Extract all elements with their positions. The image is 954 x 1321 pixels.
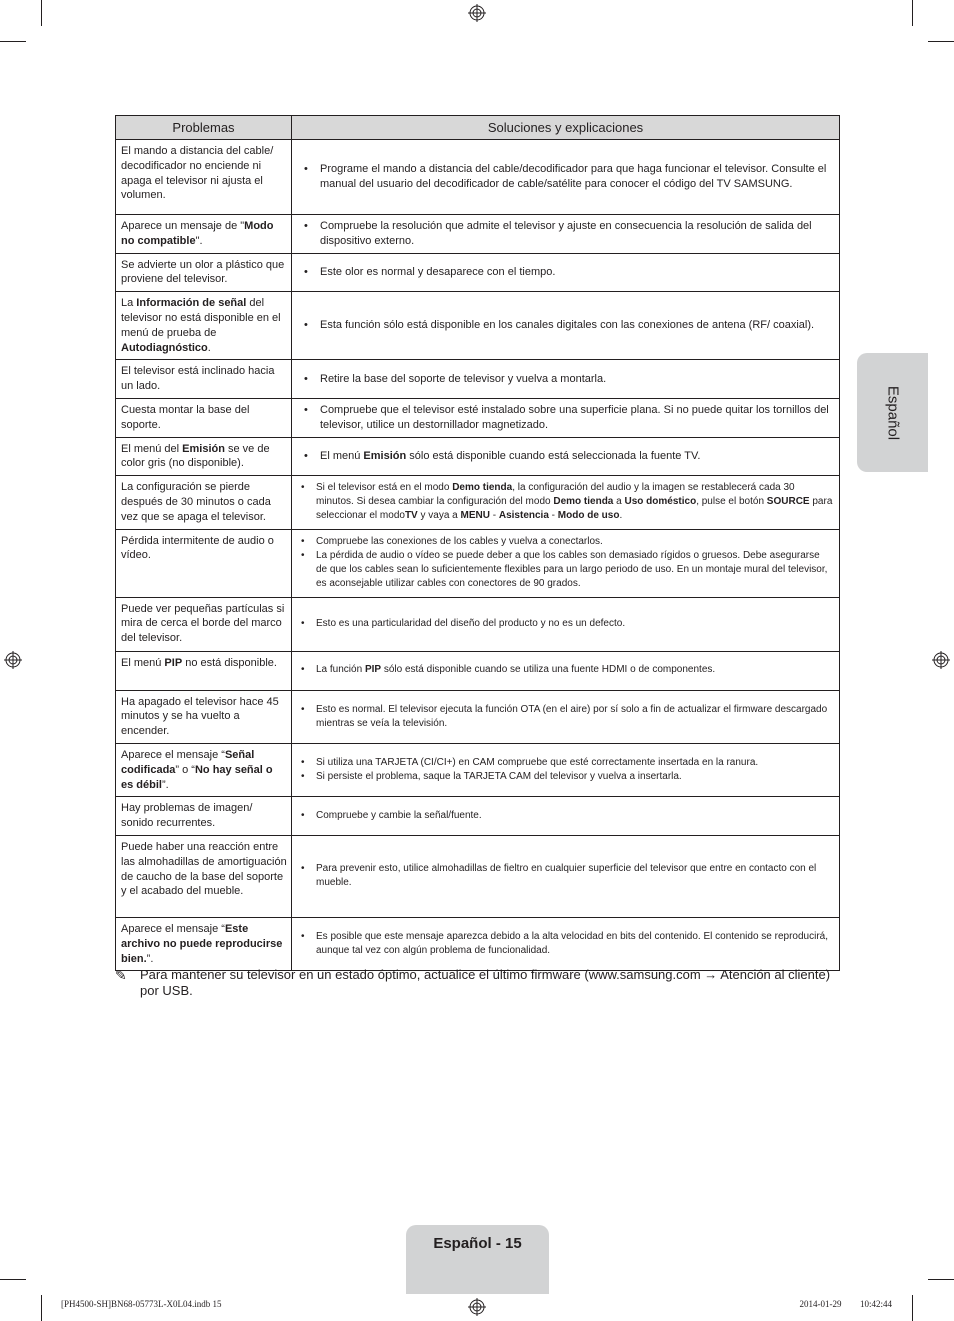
problem-cell xyxy=(116,651,292,690)
text-run: Esto es una particularidad del diseño del producto y no es un defecto. xyxy=(316,617,626,629)
text-run: El menú xyxy=(320,450,364,463)
page-number-tab xyxy=(406,1225,549,1294)
solution-item xyxy=(298,265,833,280)
language-side-tab xyxy=(857,353,928,472)
solution-list xyxy=(298,162,833,191)
table-row xyxy=(116,140,840,215)
column-header-problems: Problemas xyxy=(116,116,292,140)
text-run: del televisor no está disponible en el menú de prueba de xyxy=(121,297,281,339)
text-run: Esta función sólo está disponible en los canales digitales con las conexiones de antena (RF/ coaxial). xyxy=(320,319,815,332)
problem-cell xyxy=(116,253,292,292)
text-run: MENU xyxy=(460,510,490,522)
solution-list xyxy=(298,403,833,432)
text-run: PIP xyxy=(364,664,382,676)
solution-item xyxy=(298,809,833,823)
language-side-tab-label: Español xyxy=(884,385,901,440)
text-run: Compruebe la resolución que admite el televisor y ajuste en consecuencia la resolución de salida del dispositivo externo. xyxy=(320,220,812,247)
text-run: Uso doméstico xyxy=(624,496,697,508)
solution-list xyxy=(298,809,833,823)
footer-timestamp: 2014-01-29 ￿￿ 10:42:44 xyxy=(799,1299,892,1309)
page-number-label: Español - 15 xyxy=(433,1235,522,1252)
problem-cell xyxy=(116,743,292,796)
text-run: Aparece el mensaje “ xyxy=(121,748,225,761)
solution-cell xyxy=(292,743,840,796)
text-run: El mando a distancia del cable/ decodificador no enciende ni apaga el televisor ni ajusta el volumen. xyxy=(121,145,274,202)
text-run: ". xyxy=(195,234,203,247)
problem-cell xyxy=(116,140,292,215)
text-run: Cuesta montar la base del soporte. xyxy=(121,403,250,431)
text-run: La función xyxy=(316,664,365,676)
text-run: TV xyxy=(404,510,418,522)
table-row xyxy=(116,835,840,917)
crop-mark xyxy=(912,1295,913,1321)
text-run: Demo tienda xyxy=(553,496,614,508)
text-run: . xyxy=(619,510,623,522)
text-run: SOURCE xyxy=(766,496,810,508)
solution-item xyxy=(298,403,833,432)
solution-cell xyxy=(292,215,840,254)
solution-cell xyxy=(292,597,840,651)
text-run: Emisión xyxy=(182,442,225,455)
solution-item xyxy=(298,930,833,958)
table-row xyxy=(116,360,840,399)
text-run: Si utiliza una TARJETA (CI/CI+) en CAM compruebe que esté correctamente insertada en la ranura. xyxy=(316,756,759,768)
problem-cell xyxy=(116,398,292,437)
problem-cell xyxy=(116,835,292,917)
crop-mark xyxy=(41,0,42,26)
text-run: La xyxy=(121,297,137,310)
solution-list xyxy=(298,930,833,958)
table-row xyxy=(116,597,840,651)
text-run: Este archivo no puede reproducirse bien. xyxy=(121,922,283,965)
text-run: a xyxy=(613,496,625,508)
crop-mark xyxy=(41,1295,42,1321)
text-run: Demo tienda xyxy=(452,482,513,494)
solution-list xyxy=(298,449,833,464)
table-row xyxy=(116,529,840,597)
text-run: - xyxy=(489,510,499,522)
solution-cell xyxy=(292,797,840,836)
text-run: para seleccionar el modo xyxy=(316,496,833,522)
text-run: y vaya a xyxy=(417,510,461,522)
registration-mark-icon xyxy=(4,651,22,669)
pencil-note-icon: ✎ xyxy=(115,967,127,983)
text-run: Para prevenir esto, utilice almohadillas de fieltro en cualquier superficie del televisor que entre en contacto con el mueble. xyxy=(316,863,817,889)
table-row xyxy=(116,253,840,292)
firmware-note-text: Para mantener su televisor en un estado óptimo, actualice el último firmware (www.samsung.com → Atención al cliente) por USB. xyxy=(140,967,831,998)
text-run: , la configuración del audio y la imagen se restablecerá cada 30 minutos. Si desea cambiar la configuración del modo xyxy=(316,482,795,508)
troubleshooting-table xyxy=(115,115,840,971)
text-run: El menú del xyxy=(121,442,183,455)
text-run: . xyxy=(207,341,211,354)
text-run: Se advierte un olor a plástico que proviene del televisor. xyxy=(121,258,285,286)
table-row xyxy=(116,651,840,690)
text-run: Retire la base del soporte de televisor y vuelva a montarla. xyxy=(320,372,607,385)
problem-cell xyxy=(116,529,292,597)
text-run: Modo no compatible xyxy=(121,220,274,247)
crop-mark xyxy=(0,41,26,42)
solution-list xyxy=(298,756,833,784)
text-run: Emisión xyxy=(363,450,407,463)
solution-item xyxy=(298,862,833,890)
solution-item xyxy=(298,219,833,248)
text-run: Aparece un mensaje de " xyxy=(121,220,245,232)
text-run: se ve de color gris (no disponible). xyxy=(121,442,270,470)
solution-item xyxy=(298,535,833,549)
solution-list xyxy=(298,219,833,248)
text-run: , pulse el botón xyxy=(696,496,767,508)
solution-cell xyxy=(292,835,840,917)
solution-item xyxy=(298,663,833,677)
firmware-note xyxy=(115,967,839,999)
footer-file-info: [PH4500-SH]BN68-05773L-X0L04.indb 15 xyxy=(61,1299,222,1309)
text-run: Pérdida intermitente de audio o vídeo. xyxy=(121,534,274,562)
solution-cell xyxy=(292,140,840,215)
text-run: El menú xyxy=(121,656,165,669)
solution-cell xyxy=(292,360,840,399)
problem-cell xyxy=(116,215,292,254)
solution-cell xyxy=(292,529,840,597)
text-run: Compruebe las conexiones de los cables y vuelva a conectarlos. xyxy=(316,535,603,547)
problem-cell xyxy=(116,437,292,476)
text-run: Compruebe que el televisor esté instalado sobre una superficie plana. Si no puede quitar los tornillos del televisor, utilice un destornillador magnetizado. xyxy=(320,404,829,431)
problem-cell xyxy=(116,292,292,360)
table-row xyxy=(116,215,840,254)
solution-list xyxy=(298,481,833,524)
solution-list xyxy=(298,617,833,631)
text-run: Puede ver pequeñas partículas si mira de cerca el borde del marco del televisor. xyxy=(121,602,285,645)
text-run: ”. xyxy=(146,952,154,965)
solution-list xyxy=(298,535,833,592)
table-row xyxy=(116,743,840,796)
text-run: El televisor está inclinado hacia un lado. xyxy=(121,365,275,393)
text-run: Señal codificada xyxy=(121,748,255,776)
problem-cell xyxy=(116,917,292,970)
solution-cell xyxy=(292,398,840,437)
text-run: Asistencia xyxy=(498,510,549,522)
text-run: Si persiste el problema, saque la TARJETA CAM del televisor y vuelva a insertarla. xyxy=(316,771,682,783)
text-run: Ha apagado el televisor hace 45 minutos y se ha vuelto a encender. xyxy=(121,695,279,738)
table-row xyxy=(116,476,840,529)
text-run: Compruebe y cambie la señal/fuente. xyxy=(316,810,482,822)
solution-list xyxy=(298,862,833,890)
solution-list xyxy=(298,703,833,731)
text-run: Modo de uso xyxy=(557,510,620,522)
solution-item xyxy=(298,372,833,387)
table-row xyxy=(116,797,840,836)
text-run: La pérdida de audio o vídeo se puede deber a que los cables son demasiado rígidos o gruesos. Debe asegurarse de que los cables sean lo suficientemente flexibles para un largo periodo de uso. En un montaje mural del televisor, es aconsejable utilizar cables con conectores de 90 grados. xyxy=(316,549,828,590)
text-run: - xyxy=(548,510,558,522)
text-run: sólo está disponible cuando se utiliza una fuente HDMI o de componentes. xyxy=(381,664,716,676)
text-run: Información de señal xyxy=(136,297,247,310)
solution-item xyxy=(298,703,833,731)
text-run: Programe el mando a distancia del cable/decodificador para que haga funcionar el televisor. Consulte el manual del usuario del decodificador de cable/satélite para conocer el código del TV SAMSUNG. xyxy=(320,163,827,190)
table-row xyxy=(116,292,840,360)
solution-item xyxy=(298,449,833,464)
text-run: Este olor es normal y desaparece con el tiempo. xyxy=(320,266,556,279)
solution-item xyxy=(298,318,833,333)
text-run: Es posible que este mensaje aparezca debido a la alta velocidad en bits del contenido. El contenido se reproducirá, aunque tal vez con algún problema de funcionalidad. xyxy=(316,930,828,957)
solution-item xyxy=(298,481,833,524)
solution-list xyxy=(298,318,833,333)
table-row xyxy=(116,398,840,437)
solution-cell xyxy=(292,476,840,529)
problem-cell xyxy=(116,597,292,651)
text-run: Si el televisor está en el modo xyxy=(316,482,453,494)
solution-item xyxy=(298,549,833,592)
solution-cell xyxy=(292,651,840,690)
text-run: Autodiagnóstico xyxy=(121,341,208,354)
registration-mark-icon xyxy=(932,651,950,669)
solution-cell xyxy=(292,253,840,292)
solution-item xyxy=(298,617,833,631)
text-run: Esto es normal. El televisor ejecuta la función OTA (en el aire) por sí solo a fin de actualizar el firmware descargado mientras se veía la televisión. xyxy=(316,703,828,729)
problem-cell xyxy=(116,690,292,743)
text-run: no está disponible. xyxy=(182,656,277,669)
registration-mark-icon xyxy=(468,1298,486,1316)
solution-list xyxy=(298,663,833,677)
text-run: Puede haber una reacción entre las almohadillas de amortiguación de caucho de la base del soporte y el acabado del mueble. xyxy=(121,840,287,898)
text-run: ”. xyxy=(161,778,169,791)
solution-list xyxy=(298,265,833,280)
table-row xyxy=(116,917,840,970)
text-run: ” o “ xyxy=(175,763,195,776)
table-header-row xyxy=(116,116,840,140)
solution-item xyxy=(298,770,833,784)
table-row xyxy=(116,437,840,476)
table-row xyxy=(116,690,840,743)
solution-cell xyxy=(292,917,840,970)
text-run: Aparece el mensaje “ xyxy=(121,922,225,935)
column-header-solutions: Soluciones y explicaciones xyxy=(292,116,840,140)
text-run: PIP xyxy=(164,656,183,669)
solution-cell xyxy=(292,690,840,743)
solution-list xyxy=(298,372,833,387)
crop-mark xyxy=(0,1279,26,1280)
solution-cell xyxy=(292,292,840,360)
table-body xyxy=(116,140,840,971)
solution-item xyxy=(298,162,833,191)
text-run: sólo está disponible cuando está seleccionada la fuente TV. xyxy=(406,450,701,463)
crop-mark xyxy=(912,0,913,26)
problem-cell xyxy=(116,476,292,529)
registration-mark-icon xyxy=(468,4,486,22)
solution-cell xyxy=(292,437,840,476)
text-run: La configuración se pierde después de 30 minutos o cada vez que se apaga el televisor. xyxy=(121,481,271,523)
text-run: No hay señal o es débil xyxy=(121,763,273,791)
problem-cell xyxy=(116,797,292,836)
crop-mark xyxy=(928,41,954,42)
text-run: Hay problemas de imagen/ sonido recurrentes. xyxy=(121,802,253,830)
solution-item xyxy=(298,756,833,770)
crop-mark xyxy=(928,1279,954,1280)
problem-cell xyxy=(116,360,292,399)
